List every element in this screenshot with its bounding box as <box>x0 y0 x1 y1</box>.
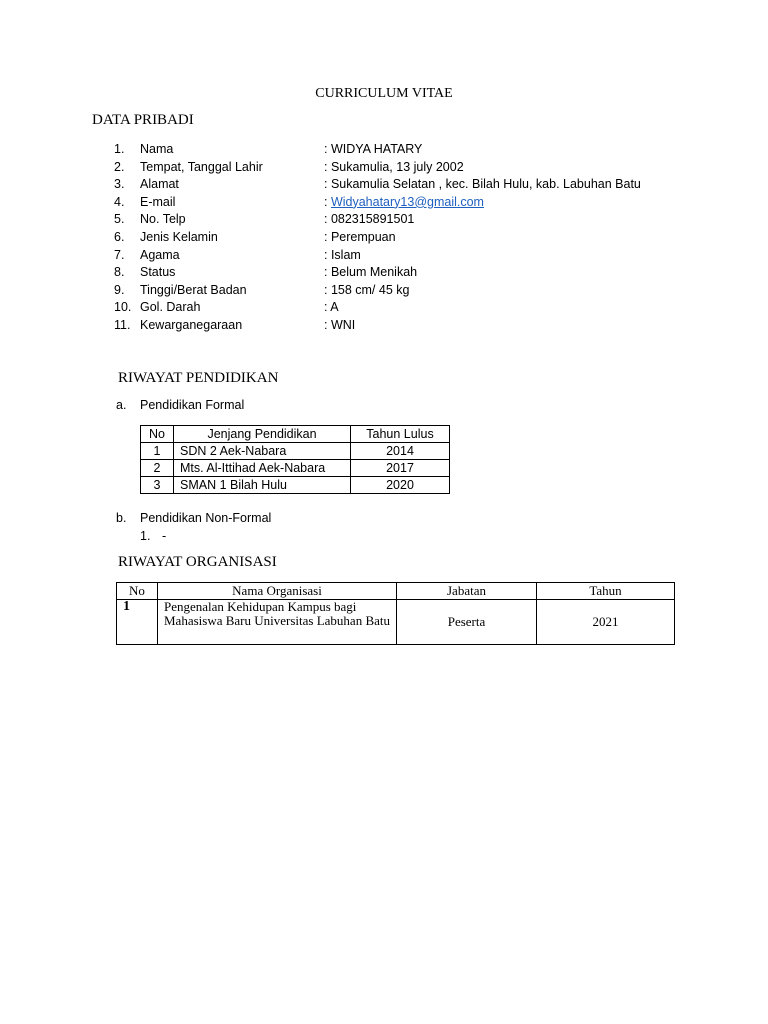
table-cell: Peserta <box>397 600 537 645</box>
table-cell: 2 <box>141 460 174 477</box>
table-row <box>141 460 450 477</box>
row-number: 9. <box>114 282 125 297</box>
row-number: 5. <box>114 212 125 227</box>
table-cell: 1 <box>117 600 158 645</box>
table-cell: 2020 <box>351 477 450 494</box>
subsection-label: Pendidikan Non-Formal <box>140 511 272 525</box>
row-label: Tinggi/Berat Badan <box>140 282 247 297</box>
row-number: 1. <box>114 142 125 156</box>
row-value: : Belum Menikah <box>324 265 418 280</box>
row-value-prefix: : <box>324 194 331 209</box>
personal-data-row <box>0 175 768 193</box>
row-label: Tempat, Tanggal Lahir <box>140 159 263 174</box>
row-label: Gol. Darah <box>140 300 201 315</box>
row-label: Nama <box>140 142 174 156</box>
education-table <box>140 425 450 494</box>
row-value: : Sukamulia, 13 july 2002 <box>324 159 464 174</box>
section-heading-data-pribadi: DATA PRIBADI <box>92 112 194 128</box>
personal-data-row <box>0 281 768 299</box>
row-value <box>324 193 484 211</box>
row-number: 7. <box>114 247 125 262</box>
row-label: Alamat <box>140 177 179 192</box>
row-value: : Sukamulia Selatan , kec. Bilah Hulu, kab. Labuhan Batu <box>324 177 641 192</box>
row-number: 3. <box>114 177 125 192</box>
table-header-row <box>117 583 675 600</box>
row-value: : Perempuan <box>324 230 396 244</box>
row-number: 2. <box>114 159 125 174</box>
table-row <box>117 600 675 645</box>
row-number: 6. <box>114 230 125 244</box>
table-cell: SDN 2 Aek-Nabara <box>174 443 351 460</box>
column-header: Tahun <box>537 583 675 600</box>
table-cell: Mts. Al-Ittihad Aek-Nabara <box>174 460 351 477</box>
row-number: 4. <box>114 194 125 209</box>
row-label: Jenis Kelamin <box>140 230 218 244</box>
list-marker: b. <box>116 511 127 525</box>
row-label: No. Telp <box>140 212 186 227</box>
column-header: Tahun Lulus <box>351 426 450 443</box>
section-heading-riwayat-pendidikan: RIWAYAT PENDIDIKAN <box>118 370 279 386</box>
column-header: Nama Organisasi <box>158 583 397 600</box>
table-cell: 2014 <box>351 443 450 460</box>
personal-data-row <box>0 140 768 158</box>
document-title: CURRICULUM VITAE <box>315 86 453 101</box>
section-heading-riwayat-organisasi: RIWAYAT ORGANISASI <box>118 554 277 570</box>
row-number: 10. <box>114 300 132 315</box>
row-label: Agama <box>140 247 180 262</box>
row-value: : WNI <box>324 318 356 332</box>
row-value: : WIDYA HATARY <box>324 142 423 156</box>
column-header: No <box>141 426 174 443</box>
list-marker: 1. <box>140 529 151 543</box>
email-link[interactable]: Widyahatary13@gmail.com <box>330 194 484 209</box>
table-header-row <box>141 426 450 443</box>
row-value: : A <box>324 300 339 315</box>
personal-data-row <box>0 298 768 316</box>
row-label: Kewarganegaraan <box>140 318 243 332</box>
personal-data-row <box>0 158 768 176</box>
table-cell: 2021 <box>537 600 675 645</box>
table-cell: SMAN 1 Bilah Hulu <box>174 477 351 494</box>
row-value: : 082315891501 <box>324 212 415 227</box>
row-value: : Islam <box>324 247 361 262</box>
table-cell: 1 <box>141 443 174 460</box>
non-formal-value: - <box>162 529 167 543</box>
column-header: Jabatan <box>397 583 537 600</box>
personal-data-row <box>0 246 768 264</box>
personal-data-row <box>0 228 768 246</box>
row-value: : 158 cm/ 45 kg <box>324 282 410 297</box>
row-number: 8. <box>114 265 125 280</box>
list-marker: a. <box>116 398 127 412</box>
personal-data-row <box>0 263 768 281</box>
subsection-label: Pendidikan Formal <box>140 398 245 412</box>
personal-data-row <box>0 193 768 211</box>
table-row <box>141 477 450 494</box>
organization-table <box>116 582 675 645</box>
row-label: E-mail <box>140 194 176 209</box>
row-label: Status <box>140 265 176 280</box>
personal-data-row <box>0 316 768 334</box>
table-cell: 3 <box>141 477 174 494</box>
table-cell: 2017 <box>351 460 450 477</box>
table-row <box>141 443 450 460</box>
column-header: No <box>117 583 158 600</box>
column-header: Jenjang Pendidikan <box>174 426 351 443</box>
row-number: 11. <box>114 318 131 332</box>
table-cell: Pengenalan Kehidupan Kampus bagi Mahasiswa Baru Universitas Labuhan Batu <box>158 600 397 645</box>
personal-data-row <box>0 210 768 228</box>
